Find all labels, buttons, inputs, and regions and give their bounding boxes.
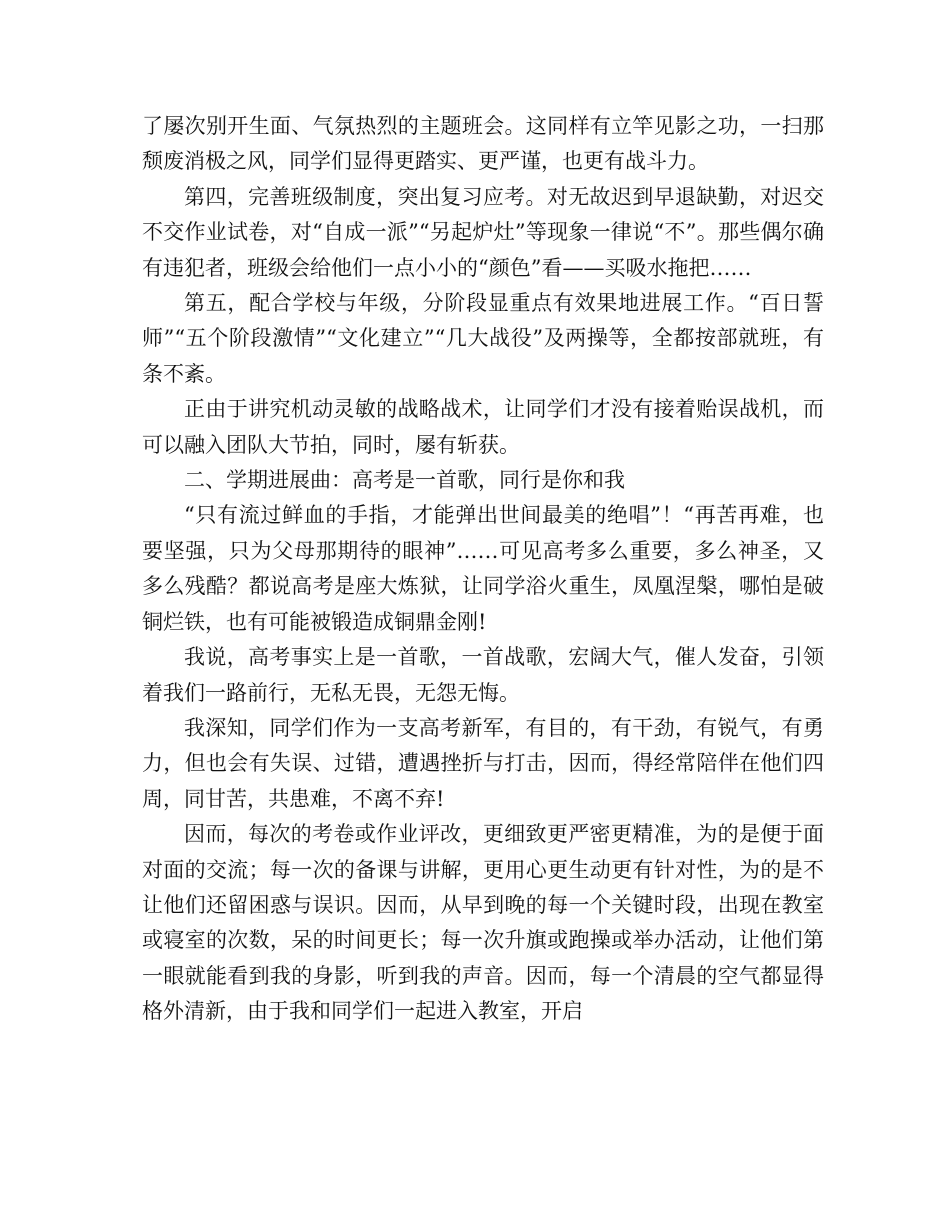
paragraph-1: 了屡次别开生面、气氛热烈的主题班会。这同样有立竿见影之功，一扫那颓废消极之风，同学们显得更踏实、更严谨，也更有战斗力。 (142, 114, 824, 174)
paragraph-2: 第四，完善班级制度，突出复习应考。对无故迟到早退缺勤，对迟交不交作业试卷，对“自成一派”“另起炉灶”等现象一律说“不”。那些偶尔确有违犯者，班级会给他们一点小小的“颜色”看——买吸水拖把…… (142, 184, 824, 280)
paragraph-8: 因而，每次的考卷或作业评改，更细致更严密更精准，为的是便于面对面的交流；每一次的备课与讲解，更用心更生动更有针对性，为的是不让他们还留困惑与误识。因而，从早到晚的每一个关键时段，出现在教室或寝室的次数，呆的时间更长；每一次升旗或跑操或举办活动，让他们第一眼就能看到我的身影，听到我的声音。因而，每一个清晨的空气都显得格外清新，由于我和同学们一起进入教室，开启 (142, 822, 824, 1024)
paragraph-5: “只有流过鲜血的手指，才能弹出世间最美的绝唱”！“再苦再难，也要坚强，只为父母那期待的眼神”……可见高考多么重要，多么神圣，又多么残酷？都说高考是座大炼狱，让同学浴火重生，凤凰涅槃，哪怕是破铜烂铁，也有可能被锻造成铜鼎金刚! (142, 503, 824, 634)
paragraph-4: 正由于讲究机动灵敏的战略战术，让同学们才没有接着贻误战机，而可以融入团队大节拍，同时，屡有斩获。 (142, 397, 824, 457)
paragraph-6: 我说，高考事实上是一首歌，一首战歌，宏阔大气，催人发奋，引领着我们一路前行，无私无畏，无怨无悔。 (142, 645, 824, 705)
section-heading: 二、学期进展曲：高考是一首歌，同行是你和我 (184, 468, 625, 493)
paragraph-3: 第五，配合学校与年级，分阶段显重点有效果地进展工作。“百日誓师”“五个阶段激情”“文化建立”“几大战役”及两操等，全都按部就班，有条不紊。 (142, 291, 824, 386)
paragraph-7: 我深知，同学们作为一支高考新军，有目的，有干劲，有锐气，有勇力，但也会有失误、过错，遭遇挫折与打击，因而，得经常陪伴在他们四周，同甘苦，共患难，不离不弃! (142, 715, 824, 811)
document-page (142, 109, 824, 1030)
